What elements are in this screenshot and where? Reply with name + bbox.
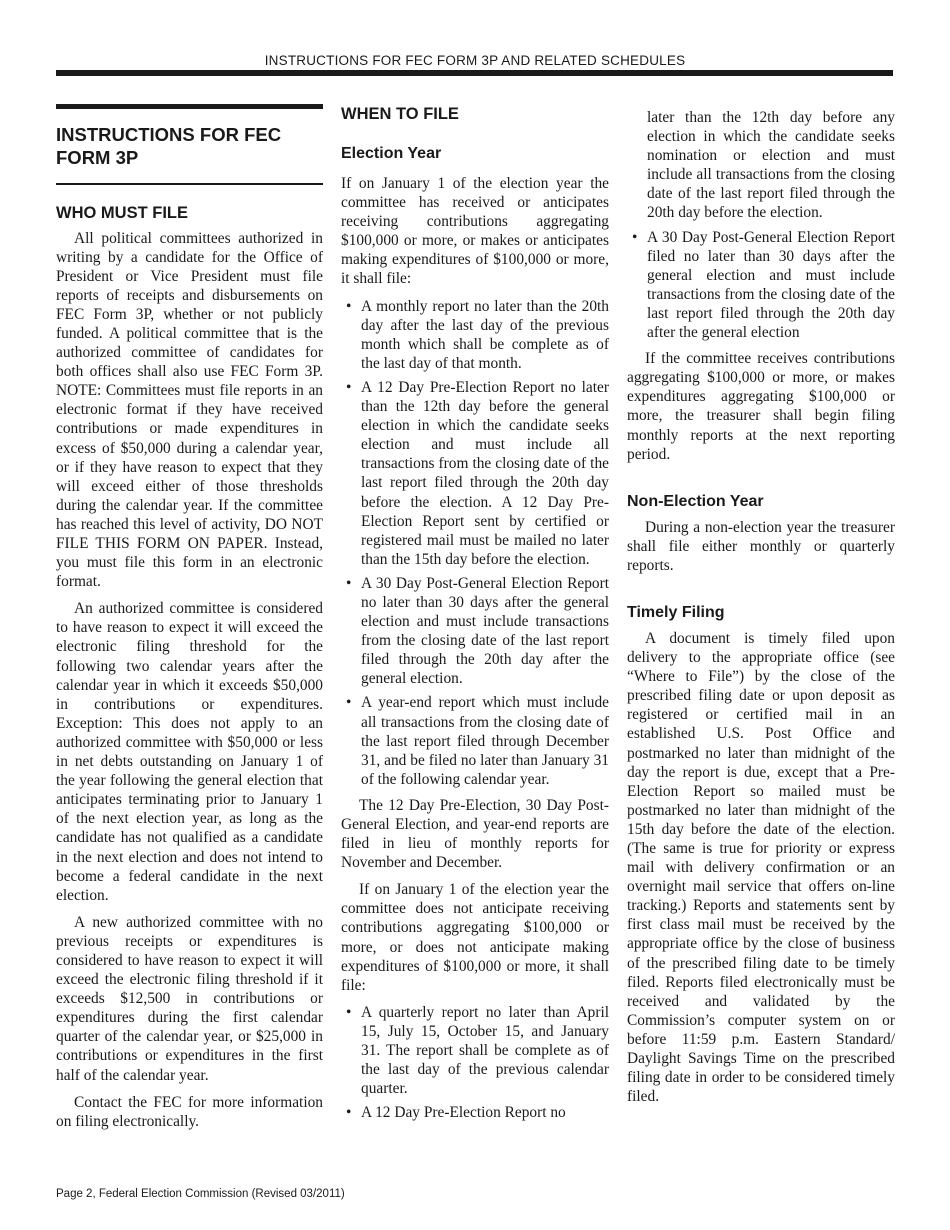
- column-3: [627, 108, 895, 1114]
- timely-filing-heading: Timely Filing: [627, 603, 725, 621]
- list-item: • A 12 Day Pre-Election Report no: [341, 1103, 609, 1122]
- who-must-file-paragraph: A new authorized committee with no previous receipts or expenditures is considered to have reason to expect it will exceed the electronic filing threshold if it exceeds $12,500 in contributions or expenditures during the first calendar quarter of the calendar year, or $25,000 in contributions or expenditures in the first half of the calendar year.: [56, 913, 323, 1084]
- timely-filing-paragraph: A document is timely filed upon delivery to the appropriate office (see “Where to File”) by the close of the prescribed filing date or upon deposit as registered or certified mail in an established U.S. Post Office and postmarked no later than midnight of the day the report is due, except that a Pre- Election Report so mailed must be postmarked no later than midnight of the 15th day before the date of the election. (The same is true for priority or express mail with delivery confirmation or an overnight mail service that offers on-line tracking.) Reports and statements sent by first class mail must be received by the appropriate office by the close of business of the prescribed filing date to be timely filed. Reports filed electronically must be received and validated by the Commission’s computer system on or before 11:59 p.m. Eastern Standard/ Daylight Savings Time on the prescribed filing date in order to be considered timely filed.: [627, 629, 895, 1106]
- list-item: • A monthly report no later than the 20th day after the last day of the previous month which shall be complete as of the last day of that month.: [341, 297, 609, 373]
- continued-bullets: [627, 108, 895, 342]
- list-item: later than the 12th day before any election in which the candidate seeks nomination or election and must include all transactions from the closing date of the last report filed through the 20th day before the election.: [647, 109, 895, 222]
- lieu-paragraph: The 12 Day Pre-Election, 30 Day Post-General Election, and year-end reports are filed in lieu of monthly reports for November and December.: [341, 796, 609, 872]
- list-item: • A year-end report which must include all transactions from the closing date of the last report filed through December 31, and be filed no later than January 31 of the following calendar year.: [341, 693, 609, 788]
- list-item: • A 30 Day Post-General Election Report filed no later than 30 days after the general election and must include transactions from the closing date of the last report filed through the 20th day after the general election: [627, 228, 895, 343]
- title-top-rule: [56, 104, 323, 109]
- election-year-bullets: [341, 297, 609, 789]
- list-item: • A 12 Day Pre-Election Report no later than the 12th day before the general election in which the candidate seeks election and must include all transactions from the closing date of the last report filed through the 20th day before the election. A 12 Day Pre- Election Report sent by certified or registered mail must be mailed no later than the 15th day before the election.: [341, 378, 609, 569]
- who-must-file-paragraph: Contact the FEC for more information on filing electronically.: [56, 1093, 323, 1130]
- page-title: INSTRUCTIONS FOR FEC FORM 3P: [56, 124, 282, 168]
- non-election-year-heading: Non-Election Year: [627, 492, 764, 510]
- who-must-file-paragraph: An authorized committee is considered to have reason to expect it will exceed the electronic filing threshold for the following two calendar years after the calendar year in which it exceeds $50,000 in contributions or expenditures. Exception: This does not apply to an authorized committee with $50,000 or less in net debts outstanding on January 1 of the year following the general election that anticipates terminating prior to January 1 of the next election year, as long as the candidate has not qualified as a candidate in the next election and does not intend to become a federal candidate in the next election.: [56, 600, 323, 904]
- list-item: • A quarterly report no later than April 15, July 15, October 15, and January 31. The report shall be complete as of the last day of the previous calendar quarter.: [341, 1003, 609, 1098]
- running-header: INSTRUCTIONS FOR FEC FORM 3P AND RELATED SCHEDULES: [264, 53, 686, 68]
- not-anticipate-paragraph: If on January 1 of the election year the committee does not anticipate receiving contributions aggregating $100,000 or more, or does not anticipate making expenditures of $100,000 or more, it shall file:: [341, 881, 609, 994]
- begin-monthly-paragraph: If the committee receives contributions aggregating $100,000 or more, or makes expenditures aggregating $100,000 or more, the treasurer shall begin filing monthly reports at the next reporting period.: [627, 350, 895, 463]
- election-year-intro: If on January 1 of the election year the committee has received or anticipates receiving contributions aggregating $100,000 or more, or makes or anticipates making expenditures of $100,000 or more, it shall file:: [341, 175, 609, 288]
- election-year-heading: Election Year: [341, 145, 442, 162]
- list-item: • A 30 Day Post-General Election Report no later than 30 days after the general election and must include transactions from the closing date of the last report filed through the 20th day after the general election.: [341, 574, 609, 689]
- title-bottom-rule: [56, 183, 323, 185]
- header-rule: [56, 70, 893, 76]
- when-to-file-heading: WHEN TO FILE: [341, 105, 459, 123]
- column-2: [341, 104, 609, 1129]
- who-must-file-heading: WHO MUST FILE: [56, 203, 188, 222]
- quarterly-bullets: [341, 1003, 609, 1123]
- column-1: [56, 104, 323, 1139]
- page-footer: Page 2, Federal Election Commission (Revised 03/2011): [56, 1188, 345, 1200]
- non-election-year-paragraph: During a non-election year the treasurer shall file either monthly or quarterly reports.: [627, 518, 895, 574]
- who-must-file-paragraph: All political committees authorized in writing by a candidate for the Office of President or Vice President must file reports of receipts and disbursements on FEC Form 3P, whether or not publicly funded. A political committee that is the authorized committee of candidates for both offices shall also use FEC Form 3P. NOTE: Committees must file reports in an electronic format if they have received contributions or made expenditures in excess of $50,000 during a calendar year, or if they have reason to expect that they will exceed either of those thresholds during the calendar year. If the committee has reached this level of activity, DO NOT FILE THIS FORM ON PAPER. Instead, you must file this form in an electronic format.: [56, 229, 323, 591]
